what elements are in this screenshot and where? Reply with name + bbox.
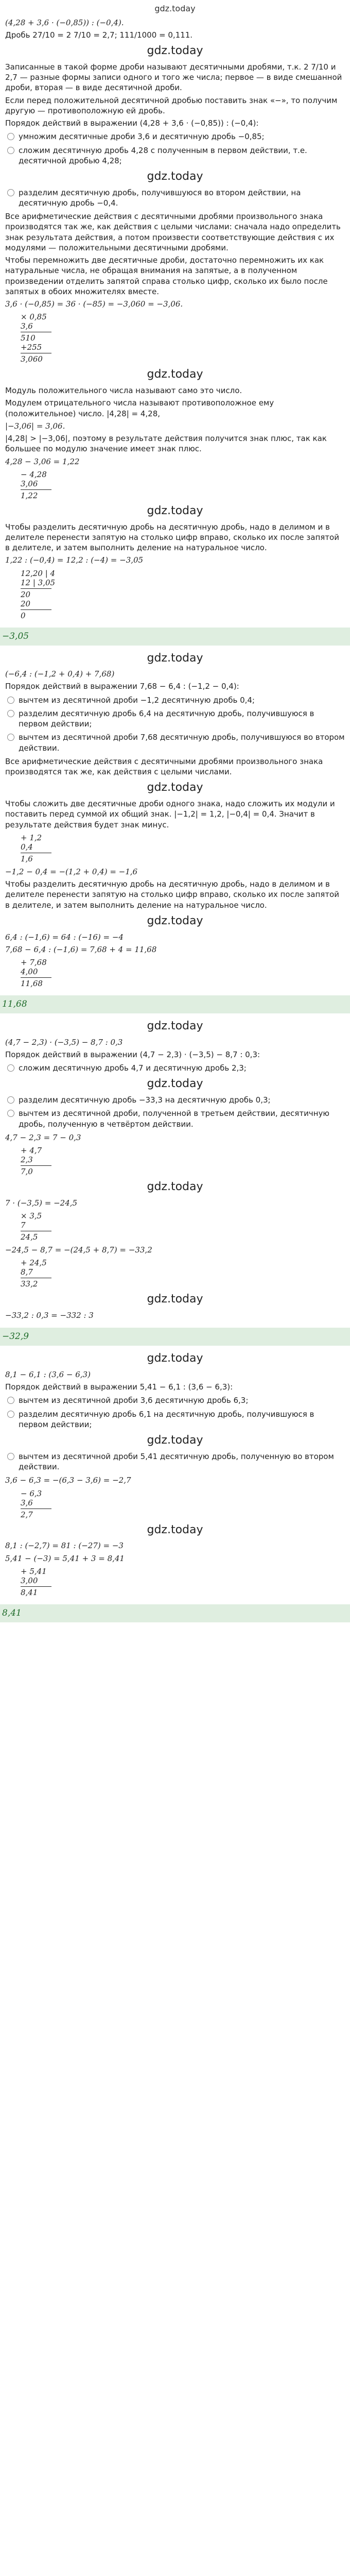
watermark: gdz.today bbox=[147, 170, 203, 183]
expression-2: (−6,4 : (−1,2 + 0,4) + 7,68) bbox=[5, 669, 115, 679]
watermark: gdz.today bbox=[147, 1523, 203, 1536]
text: Модуль положительного числа называют само это число. bbox=[5, 386, 242, 396]
list-item: разделим десятичную дробь −33,3 на десятичную дробь 0,3; bbox=[5, 1095, 345, 1105]
column-calc: + 1,2 0,4 1,6 bbox=[21, 833, 345, 863]
list-item: вычтем из десятичной дроби 7,68 десятичную дробь, получившуюся во втором действии. bbox=[5, 732, 345, 753]
column-calc: − 6,3 3,6 2,7 bbox=[21, 1489, 345, 1519]
calculation: 5,41 − (−3) = 5,41 + 3 = 8,41 bbox=[5, 1553, 125, 1563]
calculation: 6,4 : (−1,6) = 64 : (−16) = −4 bbox=[5, 932, 124, 942]
expression-3: (4,7 − 2,3) · (−3,5) − 8,7 : 0,3 bbox=[5, 1037, 123, 1047]
bullet-icon bbox=[7, 1411, 14, 1418]
column-calc: + 24,5 8,7 33,2 bbox=[21, 1258, 345, 1289]
calculation: 3,6 · (−0,85) = 36 · (−85) = −3,060 = −3,06. bbox=[5, 299, 183, 309]
bullet-icon bbox=[7, 734, 14, 741]
watermark: gdz.today bbox=[147, 781, 203, 794]
text: Чтобы сложить две десятичные дроби одного знака, надо сложить их модули и поставить перед суммой их общий знак. |−1,2| = 1,2, |−0,4| = 0,4. Значит в результате действия будет знак минус. bbox=[5, 799, 335, 829]
calculation: 7,68 − 6,4 : (−1,6) = 7,68 + 4 = 11,68 bbox=[5, 944, 157, 954]
text: Все арифметические действия с десятичными дробями произвольного знака производятся так же, как действия с целыми числами: сначала надо определить знак результата действия, а потом произвести соответствующие действия с их модулями — положительными десятичными дробями. bbox=[5, 212, 341, 252]
watermark: gdz.today bbox=[147, 368, 203, 381]
list-item: разделим десятичную дробь, получившуюся во втором действии, на десятичную дробь −0,4. bbox=[5, 188, 345, 209]
bullet-icon bbox=[7, 1110, 14, 1117]
text: Все арифметические действия с десятичными дробями произвольного знака производятся так же, как действия с целыми числами. bbox=[5, 756, 323, 777]
calculation: −33,2 : 0,3 = −332 : 3 bbox=[5, 1311, 94, 1320]
calculation: −24,5 − 8,7 = −(24,5 + 8,7) = −33,2 bbox=[5, 1245, 152, 1255]
list-item: вычтем из десятичной дроби 3,6 десятичную дробь 6,3; bbox=[5, 1395, 345, 1405]
text: Порядок действий в выражении (4,28 + 3,6 · (−0,85)) : (−0,4): bbox=[5, 118, 259, 128]
text: Модулем отрицательного числа называют противоположное ему (положительное) число. |4,28| = 4,28, bbox=[5, 398, 274, 418]
watermark: gdz.today bbox=[147, 1293, 203, 1306]
bullet-icon bbox=[7, 1453, 14, 1460]
site-header[interactable]: gdz.today bbox=[154, 4, 196, 13]
calculation: |−3,06| = 3,06. bbox=[5, 421, 65, 431]
calculation: 4,28 − 3,06 = 1,22 bbox=[5, 456, 80, 466]
bullet-icon bbox=[7, 147, 14, 154]
calculation: 1,22 : (−0,4) = 12,2 : (−4) = −3,05 bbox=[5, 555, 144, 565]
calculation: 4,7 − 2,3 = 7 − 0,3 bbox=[5, 1132, 81, 1142]
text: Порядок действий в выражении 5,41 − 6,1 : (3,6 − 6,3): bbox=[5, 1382, 233, 1392]
calculation: 7 · (−3,5) = −24,5 bbox=[5, 1198, 78, 1208]
text: Порядок действий в выражении 7,68 − 6,4 : (−1,2 − 0,4): bbox=[5, 682, 239, 691]
bullet-icon bbox=[7, 1096, 14, 1104]
expression-1: (4,28 + 3,6 · (−0,85)) : (−0,4). bbox=[5, 18, 124, 27]
list-item: сложим десятичную дробь 4,7 и десятичную дробь 2,3; bbox=[5, 1063, 345, 1073]
list-item: вычтем из десятичной дроби, полученной в третьем действии, десятичную дробь, полученную в четвёртом действии. bbox=[5, 1108, 345, 1129]
text: Дробь 27/10 = 2 7/10 = 2,7; 111/1000 = 0,111. bbox=[5, 30, 193, 40]
list-item: вычтем из десятичной дроби −1,2 десятичную дробь 0,4; bbox=[5, 695, 345, 705]
column-calc: + 5,41 3,00 8,41 bbox=[21, 1567, 345, 1597]
answer: 11,68 bbox=[0, 995, 350, 1013]
watermark: gdz.today bbox=[147, 651, 203, 665]
column-calc: + 4,7 2,3 7,0 bbox=[21, 1146, 345, 1176]
watermark: gdz.today bbox=[147, 1434, 203, 1447]
calculation: 8,1 : (−2,7) = 81 : (−27) = −3 bbox=[5, 1541, 124, 1551]
column-calc: × 0,85 3,6 510 +255 3,060 bbox=[21, 312, 345, 364]
watermark: gdz.today bbox=[147, 504, 203, 517]
bullet-icon bbox=[7, 710, 14, 717]
list-item: разделим десятичную дробь 6,4 на десятичную дробь, получившуюся в первом действии; bbox=[5, 708, 345, 730]
text: Чтобы перемножить две десятичные дроби, достаточно перемножить их как натуральные числа, не обращая внимания на запятые, а в полученном произведении отделить запятой справа столько цифр, сколько их было после запятых в обоих множителях вместе. bbox=[5, 256, 328, 296]
column-calc: + 7,68 4,00 11,68 bbox=[21, 958, 345, 988]
column-calc: 12,20 | 4 12 | 3,05 20 20 0 bbox=[21, 568, 56, 620]
calculation: −1,2 − 0,4 = −(1,2 + 0,4) = −1,6 bbox=[5, 867, 138, 876]
calculation: 3,6 − 6,3 = −(6,3 − 3,6) = −2,7 bbox=[5, 1476, 131, 1485]
list-item: сложим десятичную дробь 4,28 с полученным в первом действии, т.е. десятичной дробью 4,28; bbox=[5, 145, 345, 166]
list-item: умножим десятичные дроби 3,6 и десятичную дробь −0,85; bbox=[5, 131, 345, 142]
watermark: gdz.today bbox=[147, 914, 203, 927]
column-calc: − 4,28 3,06 1,22 bbox=[21, 470, 345, 500]
text: Порядок действий в выражении (4,7 − 2,3) · (−3,5) − 8,7 : 0,3: bbox=[5, 1049, 260, 1059]
column-calc: × 3,5 7 24,5 bbox=[21, 1211, 345, 1242]
bullet-icon bbox=[7, 1064, 14, 1072]
bullet-icon bbox=[7, 697, 14, 704]
watermark: gdz.today bbox=[147, 1352, 203, 1365]
answer: 8,41 bbox=[0, 1604, 350, 1622]
answer: −32,9 bbox=[0, 1328, 350, 1346]
expression-4: 8,1 − 6,1 : (3,6 − 6,3) bbox=[5, 1369, 91, 1379]
watermark: gdz.today bbox=[147, 1077, 203, 1091]
text: |4,28| > |−3,06|, поэтому в результате действия получится знак плюс, так как большее по модулю значение имеет знак плюс. bbox=[5, 434, 327, 454]
bullet-icon bbox=[7, 1397, 14, 1404]
answer: −3,05 bbox=[0, 628, 350, 646]
watermark: gdz.today bbox=[147, 1020, 203, 1033]
watermark: gdz.today bbox=[147, 1180, 203, 1194]
text: Чтобы разделить десятичную дробь на десятичную дробь, надо в делимом и в делителе перенести запятую на столько цифр вправо, сколько их после запятой в делителе, и затем выполнить деление на натуральное число. bbox=[5, 879, 339, 910]
watermark: gdz.today bbox=[147, 44, 203, 58]
text: Если перед положительной десятичной дробью поставить знак «−», то получим другую — противоположную ей дробь. bbox=[5, 95, 338, 115]
bullet-icon bbox=[7, 133, 14, 140]
text: Записанные в такой форме дроби называют десятичными дробями, т.к. 2 7/10 и 2,7 — разные формы записи одного и того же числа; первое — в виде смешанной дроби, вторая — в виде десятичной дроби. bbox=[5, 62, 342, 93]
text: Чтобы разделить десятичную дробь на десятичную дробь, надо в делимом и в делителе перенести запятую на столько цифр вправо, сколько их после запятой в делителе, и затем выполнить деление на натуральное число. bbox=[5, 522, 339, 553]
bullet-icon bbox=[7, 189, 14, 196]
list-item: разделим десятичную дробь 6,1 на десятичную дробь, получившуюся в первом действии; bbox=[5, 1409, 345, 1430]
list-item: вычтем из десятичной дроби 5,41 десятичную дробь, полученную во втором действии. bbox=[5, 1451, 345, 1472]
